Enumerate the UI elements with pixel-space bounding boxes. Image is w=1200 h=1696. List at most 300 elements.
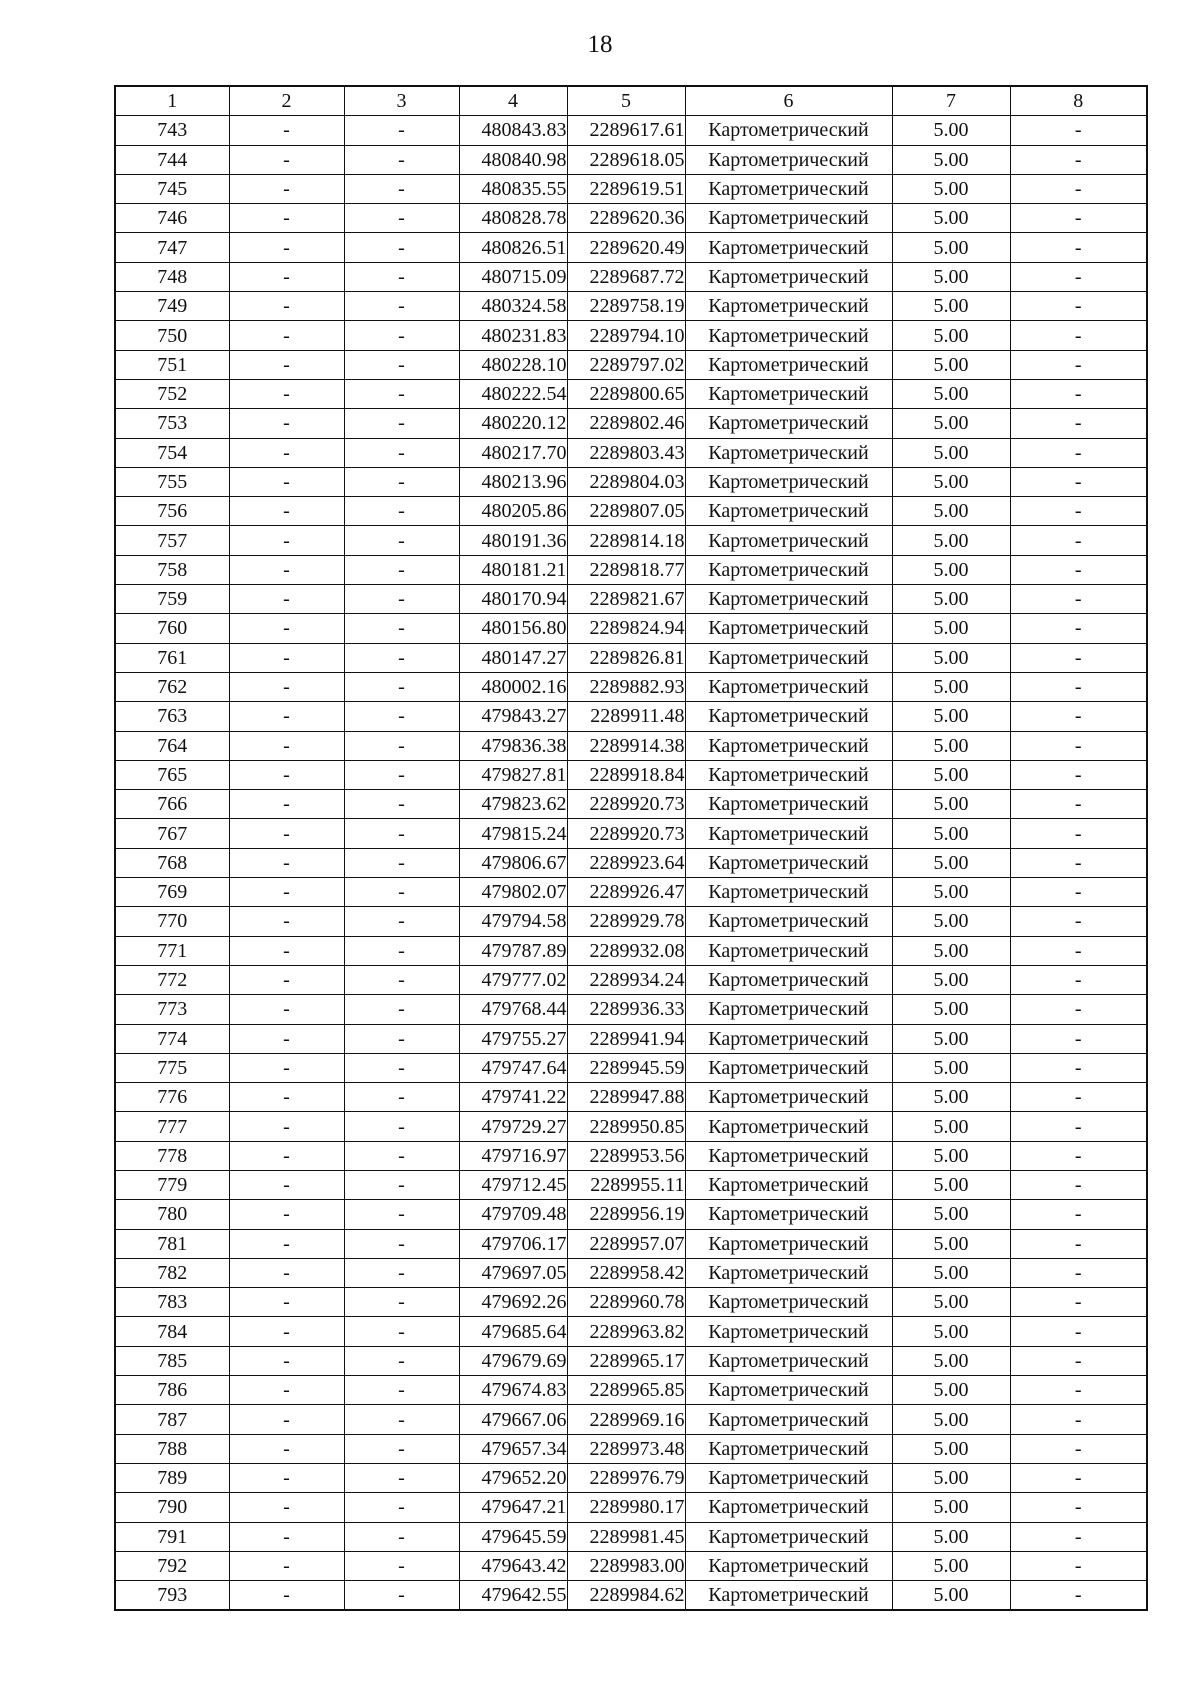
accuracy-cell: 5.00 — [892, 1200, 1010, 1229]
col3-cell: - — [344, 672, 459, 701]
method-cell: Картометрический — [685, 1112, 892, 1141]
col8-cell: - — [1010, 379, 1147, 408]
col2-cell: - — [229, 233, 344, 262]
col8-cell: - — [1010, 790, 1147, 819]
method-cell: Картометрический — [685, 1434, 892, 1463]
y-coordinate-cell: 2289980.17 — [567, 1493, 685, 1522]
col3-cell: - — [344, 1024, 459, 1053]
col3-cell: - — [344, 848, 459, 877]
y-coordinate-cell: 2289814.18 — [567, 526, 685, 555]
col3-cell: - — [344, 497, 459, 526]
x-coordinate-cell: 479697.05 — [459, 1258, 567, 1287]
col2-cell: - — [229, 1229, 344, 1258]
x-coordinate-cell: 480217.70 — [459, 438, 567, 467]
col8-cell: - — [1010, 233, 1147, 262]
method-cell: Картометрический — [685, 116, 892, 145]
point-number-cell: 750 — [115, 321, 229, 350]
method-cell: Картометрический — [685, 878, 892, 907]
x-coordinate-cell: 479729.27 — [459, 1112, 567, 1141]
table-row — [115, 1463, 1147, 1492]
y-coordinate-cell: 2289923.64 — [567, 848, 685, 877]
table-row — [115, 1053, 1147, 1082]
accuracy-cell: 5.00 — [892, 321, 1010, 350]
accuracy-cell: 5.00 — [892, 1463, 1010, 1492]
col8-cell: - — [1010, 585, 1147, 614]
x-coordinate-cell: 479768.44 — [459, 995, 567, 1024]
accuracy-cell: 5.00 — [892, 1024, 1010, 1053]
col2-cell: - — [229, 848, 344, 877]
x-coordinate-cell: 479679.69 — [459, 1346, 567, 1375]
method-cell: Картометрический — [685, 1463, 892, 1492]
accuracy-cell: 5.00 — [892, 672, 1010, 701]
y-coordinate-cell: 2289929.78 — [567, 907, 685, 936]
method-cell: Картометрический — [685, 497, 892, 526]
col8-cell: - — [1010, 819, 1147, 848]
x-coordinate-cell: 480826.51 — [459, 233, 567, 262]
accuracy-cell: 5.00 — [892, 965, 1010, 994]
accuracy-cell: 5.00 — [892, 438, 1010, 467]
point-number-cell: 751 — [115, 350, 229, 379]
point-number-cell: 744 — [115, 145, 229, 174]
point-number-cell: 766 — [115, 790, 229, 819]
point-number-cell: 790 — [115, 1493, 229, 1522]
x-coordinate-cell: 479836.38 — [459, 731, 567, 760]
col2-cell: - — [229, 1083, 344, 1112]
y-coordinate-cell: 2289936.33 — [567, 995, 685, 1024]
method-cell: Картометрический — [685, 1200, 892, 1229]
method-cell: Картометрический — [685, 262, 892, 291]
method-cell: Картометрический — [685, 1053, 892, 1082]
col8-cell: - — [1010, 1200, 1147, 1229]
x-coordinate-cell: 480835.55 — [459, 174, 567, 203]
point-number-cell: 791 — [115, 1522, 229, 1551]
table-row — [115, 145, 1147, 174]
method-cell: Картометрический — [685, 1405, 892, 1434]
accuracy-cell: 5.00 — [892, 1229, 1010, 1258]
col8-cell: - — [1010, 204, 1147, 233]
col3-cell: - — [344, 555, 459, 584]
table-row — [115, 174, 1147, 203]
col2-cell: - — [229, 174, 344, 203]
point-number-cell: 786 — [115, 1376, 229, 1405]
accuracy-cell: 5.00 — [892, 1053, 1010, 1082]
col2-cell: - — [229, 585, 344, 614]
table-row — [115, 116, 1147, 145]
x-coordinate-cell: 479645.59 — [459, 1522, 567, 1551]
col8-cell: - — [1010, 321, 1147, 350]
point-number-cell: 771 — [115, 936, 229, 965]
column-header: 2 — [229, 86, 344, 116]
y-coordinate-cell: 2289911.48 — [567, 702, 685, 731]
y-coordinate-cell: 2289920.73 — [567, 819, 685, 848]
table-row — [115, 819, 1147, 848]
method-cell: Картометрический — [685, 1288, 892, 1317]
col2-cell: - — [229, 321, 344, 350]
accuracy-cell: 5.00 — [892, 760, 1010, 789]
col8-cell: - — [1010, 1024, 1147, 1053]
method-cell: Картометрический — [685, 672, 892, 701]
col8-cell: - — [1010, 848, 1147, 877]
col8-cell: - — [1010, 731, 1147, 760]
col2-cell: - — [229, 1434, 344, 1463]
y-coordinate-cell: 2289955.11 — [567, 1170, 685, 1199]
x-coordinate-cell: 479787.89 — [459, 936, 567, 965]
accuracy-cell: 5.00 — [892, 848, 1010, 877]
x-coordinate-cell: 479716.97 — [459, 1141, 567, 1170]
column-header: 3 — [344, 86, 459, 116]
y-coordinate-cell: 2289617.61 — [567, 116, 685, 145]
method-cell: Картометрический — [685, 1170, 892, 1199]
x-coordinate-cell: 479747.64 — [459, 1053, 567, 1082]
y-coordinate-cell: 2289934.24 — [567, 965, 685, 994]
method-cell: Картометрический — [685, 907, 892, 936]
col2-cell: - — [229, 760, 344, 789]
x-coordinate-cell: 480715.09 — [459, 262, 567, 291]
point-number-cell: 780 — [115, 1200, 229, 1229]
x-coordinate-cell: 479674.83 — [459, 1376, 567, 1405]
accuracy-cell: 5.00 — [892, 878, 1010, 907]
col8-cell: - — [1010, 1581, 1147, 1611]
table-row — [115, 1141, 1147, 1170]
col2-cell: - — [229, 116, 344, 145]
y-coordinate-cell: 2289618.05 — [567, 145, 685, 174]
col2-cell: - — [229, 292, 344, 321]
x-coordinate-cell: 480191.36 — [459, 526, 567, 555]
col3-cell: - — [344, 526, 459, 555]
y-coordinate-cell: 2289956.19 — [567, 1200, 685, 1229]
coordinates-table — [114, 85, 1148, 1611]
method-cell: Картометрический — [685, 1551, 892, 1580]
y-coordinate-cell: 2289620.49 — [567, 233, 685, 262]
method-cell: Картометрический — [685, 292, 892, 321]
y-coordinate-cell: 2289973.48 — [567, 1434, 685, 1463]
col3-cell: - — [344, 1083, 459, 1112]
point-number-cell: 763 — [115, 702, 229, 731]
col8-cell: - — [1010, 1405, 1147, 1434]
column-header: 8 — [1010, 86, 1147, 116]
table-row — [115, 936, 1147, 965]
col2-cell: - — [229, 936, 344, 965]
y-coordinate-cell: 2289920.73 — [567, 790, 685, 819]
col2-cell: - — [229, 1376, 344, 1405]
col8-cell: - — [1010, 116, 1147, 145]
method-cell: Картометрический — [685, 1141, 892, 1170]
col3-cell: - — [344, 760, 459, 789]
table-header-row — [115, 86, 1147, 116]
method-cell: Картометрический — [685, 350, 892, 379]
table-row — [115, 790, 1147, 819]
col2-cell: - — [229, 350, 344, 379]
col8-cell: - — [1010, 438, 1147, 467]
point-number-cell: 793 — [115, 1581, 229, 1611]
col8-cell: - — [1010, 1317, 1147, 1346]
table-row — [115, 292, 1147, 321]
y-coordinate-cell: 2289826.81 — [567, 643, 685, 672]
table-row — [115, 965, 1147, 994]
column-header: 6 — [685, 86, 892, 116]
method-cell: Картометрический — [685, 1229, 892, 1258]
col2-cell: - — [229, 1141, 344, 1170]
col3-cell: - — [344, 1229, 459, 1258]
col3-cell: - — [344, 614, 459, 643]
point-number-cell: 779 — [115, 1170, 229, 1199]
table-row — [115, 262, 1147, 291]
accuracy-cell: 5.00 — [892, 1581, 1010, 1611]
col8-cell: - — [1010, 936, 1147, 965]
col3-cell: - — [344, 965, 459, 994]
accuracy-cell: 5.00 — [892, 497, 1010, 526]
point-number-cell: 748 — [115, 262, 229, 291]
y-coordinate-cell: 2289950.85 — [567, 1112, 685, 1141]
col8-cell: - — [1010, 409, 1147, 438]
table-row — [115, 1024, 1147, 1053]
col3-cell: - — [344, 467, 459, 496]
col3-cell: - — [344, 907, 459, 936]
col2-cell: - — [229, 497, 344, 526]
y-coordinate-cell: 2289932.08 — [567, 936, 685, 965]
y-coordinate-cell: 2289957.07 — [567, 1229, 685, 1258]
y-coordinate-cell: 2289976.79 — [567, 1463, 685, 1492]
x-coordinate-cell: 480156.80 — [459, 614, 567, 643]
accuracy-cell: 5.00 — [892, 1083, 1010, 1112]
table-row — [115, 760, 1147, 789]
method-cell: Картометрический — [685, 848, 892, 877]
point-number-cell: 746 — [115, 204, 229, 233]
table-row — [115, 1229, 1147, 1258]
col2-cell: - — [229, 379, 344, 408]
table-row — [115, 555, 1147, 584]
x-coordinate-cell: 480213.96 — [459, 467, 567, 496]
accuracy-cell: 5.00 — [892, 204, 1010, 233]
col3-cell: - — [344, 878, 459, 907]
col8-cell: - — [1010, 1141, 1147, 1170]
col3-cell: - — [344, 438, 459, 467]
accuracy-cell: 5.00 — [892, 467, 1010, 496]
point-number-cell: 755 — [115, 467, 229, 496]
accuracy-cell: 5.00 — [892, 907, 1010, 936]
x-coordinate-cell: 479755.27 — [459, 1024, 567, 1053]
method-cell: Картометрический — [685, 936, 892, 965]
table-row — [115, 1405, 1147, 1434]
col8-cell: - — [1010, 702, 1147, 731]
table-row — [115, 1170, 1147, 1199]
x-coordinate-cell: 480170.94 — [459, 585, 567, 614]
col3-cell: - — [344, 790, 459, 819]
point-number-cell: 773 — [115, 995, 229, 1024]
x-coordinate-cell: 479806.67 — [459, 848, 567, 877]
y-coordinate-cell: 2289960.78 — [567, 1288, 685, 1317]
method-cell: Картометрический — [685, 995, 892, 1024]
accuracy-cell: 5.00 — [892, 526, 1010, 555]
method-cell: Картометрический — [685, 321, 892, 350]
col8-cell: - — [1010, 878, 1147, 907]
point-number-cell: 776 — [115, 1083, 229, 1112]
point-number-cell: 757 — [115, 526, 229, 555]
point-number-cell: 745 — [115, 174, 229, 203]
col2-cell: - — [229, 1024, 344, 1053]
x-coordinate-cell: 479643.42 — [459, 1551, 567, 1580]
y-coordinate-cell: 2289818.77 — [567, 555, 685, 584]
table-row — [115, 409, 1147, 438]
x-coordinate-cell: 479685.64 — [459, 1317, 567, 1346]
point-number-cell: 792 — [115, 1551, 229, 1580]
point-number-cell: 756 — [115, 497, 229, 526]
x-coordinate-cell: 480147.27 — [459, 643, 567, 672]
point-number-cell: 762 — [115, 672, 229, 701]
table-row — [115, 643, 1147, 672]
point-number-cell: 764 — [115, 731, 229, 760]
accuracy-cell: 5.00 — [892, 585, 1010, 614]
y-coordinate-cell: 2289803.43 — [567, 438, 685, 467]
accuracy-cell: 5.00 — [892, 1346, 1010, 1375]
col2-cell: - — [229, 1346, 344, 1375]
x-coordinate-cell: 479712.45 — [459, 1170, 567, 1199]
col3-cell: - — [344, 1522, 459, 1551]
col3-cell: - — [344, 116, 459, 145]
accuracy-cell: 5.00 — [892, 1141, 1010, 1170]
x-coordinate-cell: 480843.83 — [459, 116, 567, 145]
col2-cell: - — [229, 1200, 344, 1229]
point-number-cell: 784 — [115, 1317, 229, 1346]
table-row — [115, 614, 1147, 643]
y-coordinate-cell: 2289687.72 — [567, 262, 685, 291]
x-coordinate-cell: 479667.06 — [459, 1405, 567, 1434]
point-number-cell: 753 — [115, 409, 229, 438]
accuracy-cell: 5.00 — [892, 555, 1010, 584]
accuracy-cell: 5.00 — [892, 350, 1010, 379]
col3-cell: - — [344, 1581, 459, 1611]
table-row — [115, 1258, 1147, 1287]
column-header: 7 — [892, 86, 1010, 116]
col2-cell: - — [229, 1493, 344, 1522]
column-header: 4 — [459, 86, 567, 116]
table-row — [115, 878, 1147, 907]
table-row — [115, 379, 1147, 408]
accuracy-cell: 5.00 — [892, 643, 1010, 672]
col3-cell: - — [344, 204, 459, 233]
point-number-cell: 758 — [115, 555, 229, 584]
col2-cell: - — [229, 643, 344, 672]
col2-cell: - — [229, 702, 344, 731]
col3-cell: - — [344, 585, 459, 614]
y-coordinate-cell: 2289969.16 — [567, 1405, 685, 1434]
accuracy-cell: 5.00 — [892, 116, 1010, 145]
col8-cell: - — [1010, 1493, 1147, 1522]
method-cell: Картометрический — [685, 233, 892, 262]
accuracy-cell: 5.00 — [892, 1551, 1010, 1580]
point-number-cell: 770 — [115, 907, 229, 936]
x-coordinate-cell: 480231.83 — [459, 321, 567, 350]
accuracy-cell: 5.00 — [892, 379, 1010, 408]
method-cell: Картометрический — [685, 965, 892, 994]
col8-cell: - — [1010, 672, 1147, 701]
x-coordinate-cell: 479794.58 — [459, 907, 567, 936]
col3-cell: - — [344, 731, 459, 760]
table-row — [115, 1083, 1147, 1112]
col3-cell: - — [344, 702, 459, 731]
method-cell: Картометрический — [685, 526, 892, 555]
col8-cell: - — [1010, 1170, 1147, 1199]
point-number-cell: 747 — [115, 233, 229, 262]
y-coordinate-cell: 2289914.38 — [567, 731, 685, 760]
accuracy-cell: 5.00 — [892, 936, 1010, 965]
point-number-cell: 789 — [115, 1463, 229, 1492]
x-coordinate-cell: 479777.02 — [459, 965, 567, 994]
col2-cell: - — [229, 907, 344, 936]
x-coordinate-cell: 480222.54 — [459, 379, 567, 408]
point-number-cell: 752 — [115, 379, 229, 408]
x-coordinate-cell: 479827.81 — [459, 760, 567, 789]
y-coordinate-cell: 2289983.00 — [567, 1551, 685, 1580]
y-coordinate-cell: 2289963.82 — [567, 1317, 685, 1346]
table-row — [115, 731, 1147, 760]
accuracy-cell: 5.00 — [892, 409, 1010, 438]
col2-cell: - — [229, 1053, 344, 1082]
point-number-cell: 778 — [115, 1141, 229, 1170]
point-number-cell: 765 — [115, 760, 229, 789]
table-row — [115, 321, 1147, 350]
col2-cell: - — [229, 995, 344, 1024]
y-coordinate-cell: 2289794.10 — [567, 321, 685, 350]
col8-cell: - — [1010, 497, 1147, 526]
col3-cell: - — [344, 1405, 459, 1434]
col3-cell: - — [344, 1346, 459, 1375]
accuracy-cell: 5.00 — [892, 731, 1010, 760]
accuracy-cell: 5.00 — [892, 1493, 1010, 1522]
col2-cell: - — [229, 438, 344, 467]
method-cell: Картометрический — [685, 1317, 892, 1346]
accuracy-cell: 5.00 — [892, 1522, 1010, 1551]
col3-cell: - — [344, 1200, 459, 1229]
col2-cell: - — [229, 1405, 344, 1434]
x-coordinate-cell: 479823.62 — [459, 790, 567, 819]
col8-cell: - — [1010, 614, 1147, 643]
x-coordinate-cell: 480220.12 — [459, 409, 567, 438]
point-number-cell: 768 — [115, 848, 229, 877]
accuracy-cell: 5.00 — [892, 145, 1010, 174]
col2-cell: - — [229, 790, 344, 819]
col3-cell: - — [344, 233, 459, 262]
table-row — [115, 1112, 1147, 1141]
col3-cell: - — [344, 1463, 459, 1492]
point-number-cell: 761 — [115, 643, 229, 672]
col3-cell: - — [344, 1258, 459, 1287]
col8-cell: - — [1010, 965, 1147, 994]
col2-cell: - — [229, 1551, 344, 1580]
method-cell: Картометрический — [685, 174, 892, 203]
table-row — [115, 1551, 1147, 1580]
y-coordinate-cell: 2289926.47 — [567, 878, 685, 907]
col8-cell: - — [1010, 1346, 1147, 1375]
x-coordinate-cell: 480002.16 — [459, 672, 567, 701]
point-number-cell: 754 — [115, 438, 229, 467]
method-cell: Картометрический — [685, 145, 892, 174]
col2-cell: - — [229, 1522, 344, 1551]
col2-cell: - — [229, 1317, 344, 1346]
y-coordinate-cell: 2289620.36 — [567, 204, 685, 233]
y-coordinate-cell: 2289807.05 — [567, 497, 685, 526]
method-cell: Картометрический — [685, 1258, 892, 1287]
col3-cell: - — [344, 350, 459, 379]
col3-cell: - — [344, 1493, 459, 1522]
method-cell: Картометрический — [685, 467, 892, 496]
method-cell: Картометрический — [685, 790, 892, 819]
method-cell: Картометрический — [685, 1493, 892, 1522]
col8-cell: - — [1010, 1551, 1147, 1580]
col8-cell: - — [1010, 262, 1147, 291]
point-number-cell: 759 — [115, 585, 229, 614]
y-coordinate-cell: 2289984.62 — [567, 1581, 685, 1611]
